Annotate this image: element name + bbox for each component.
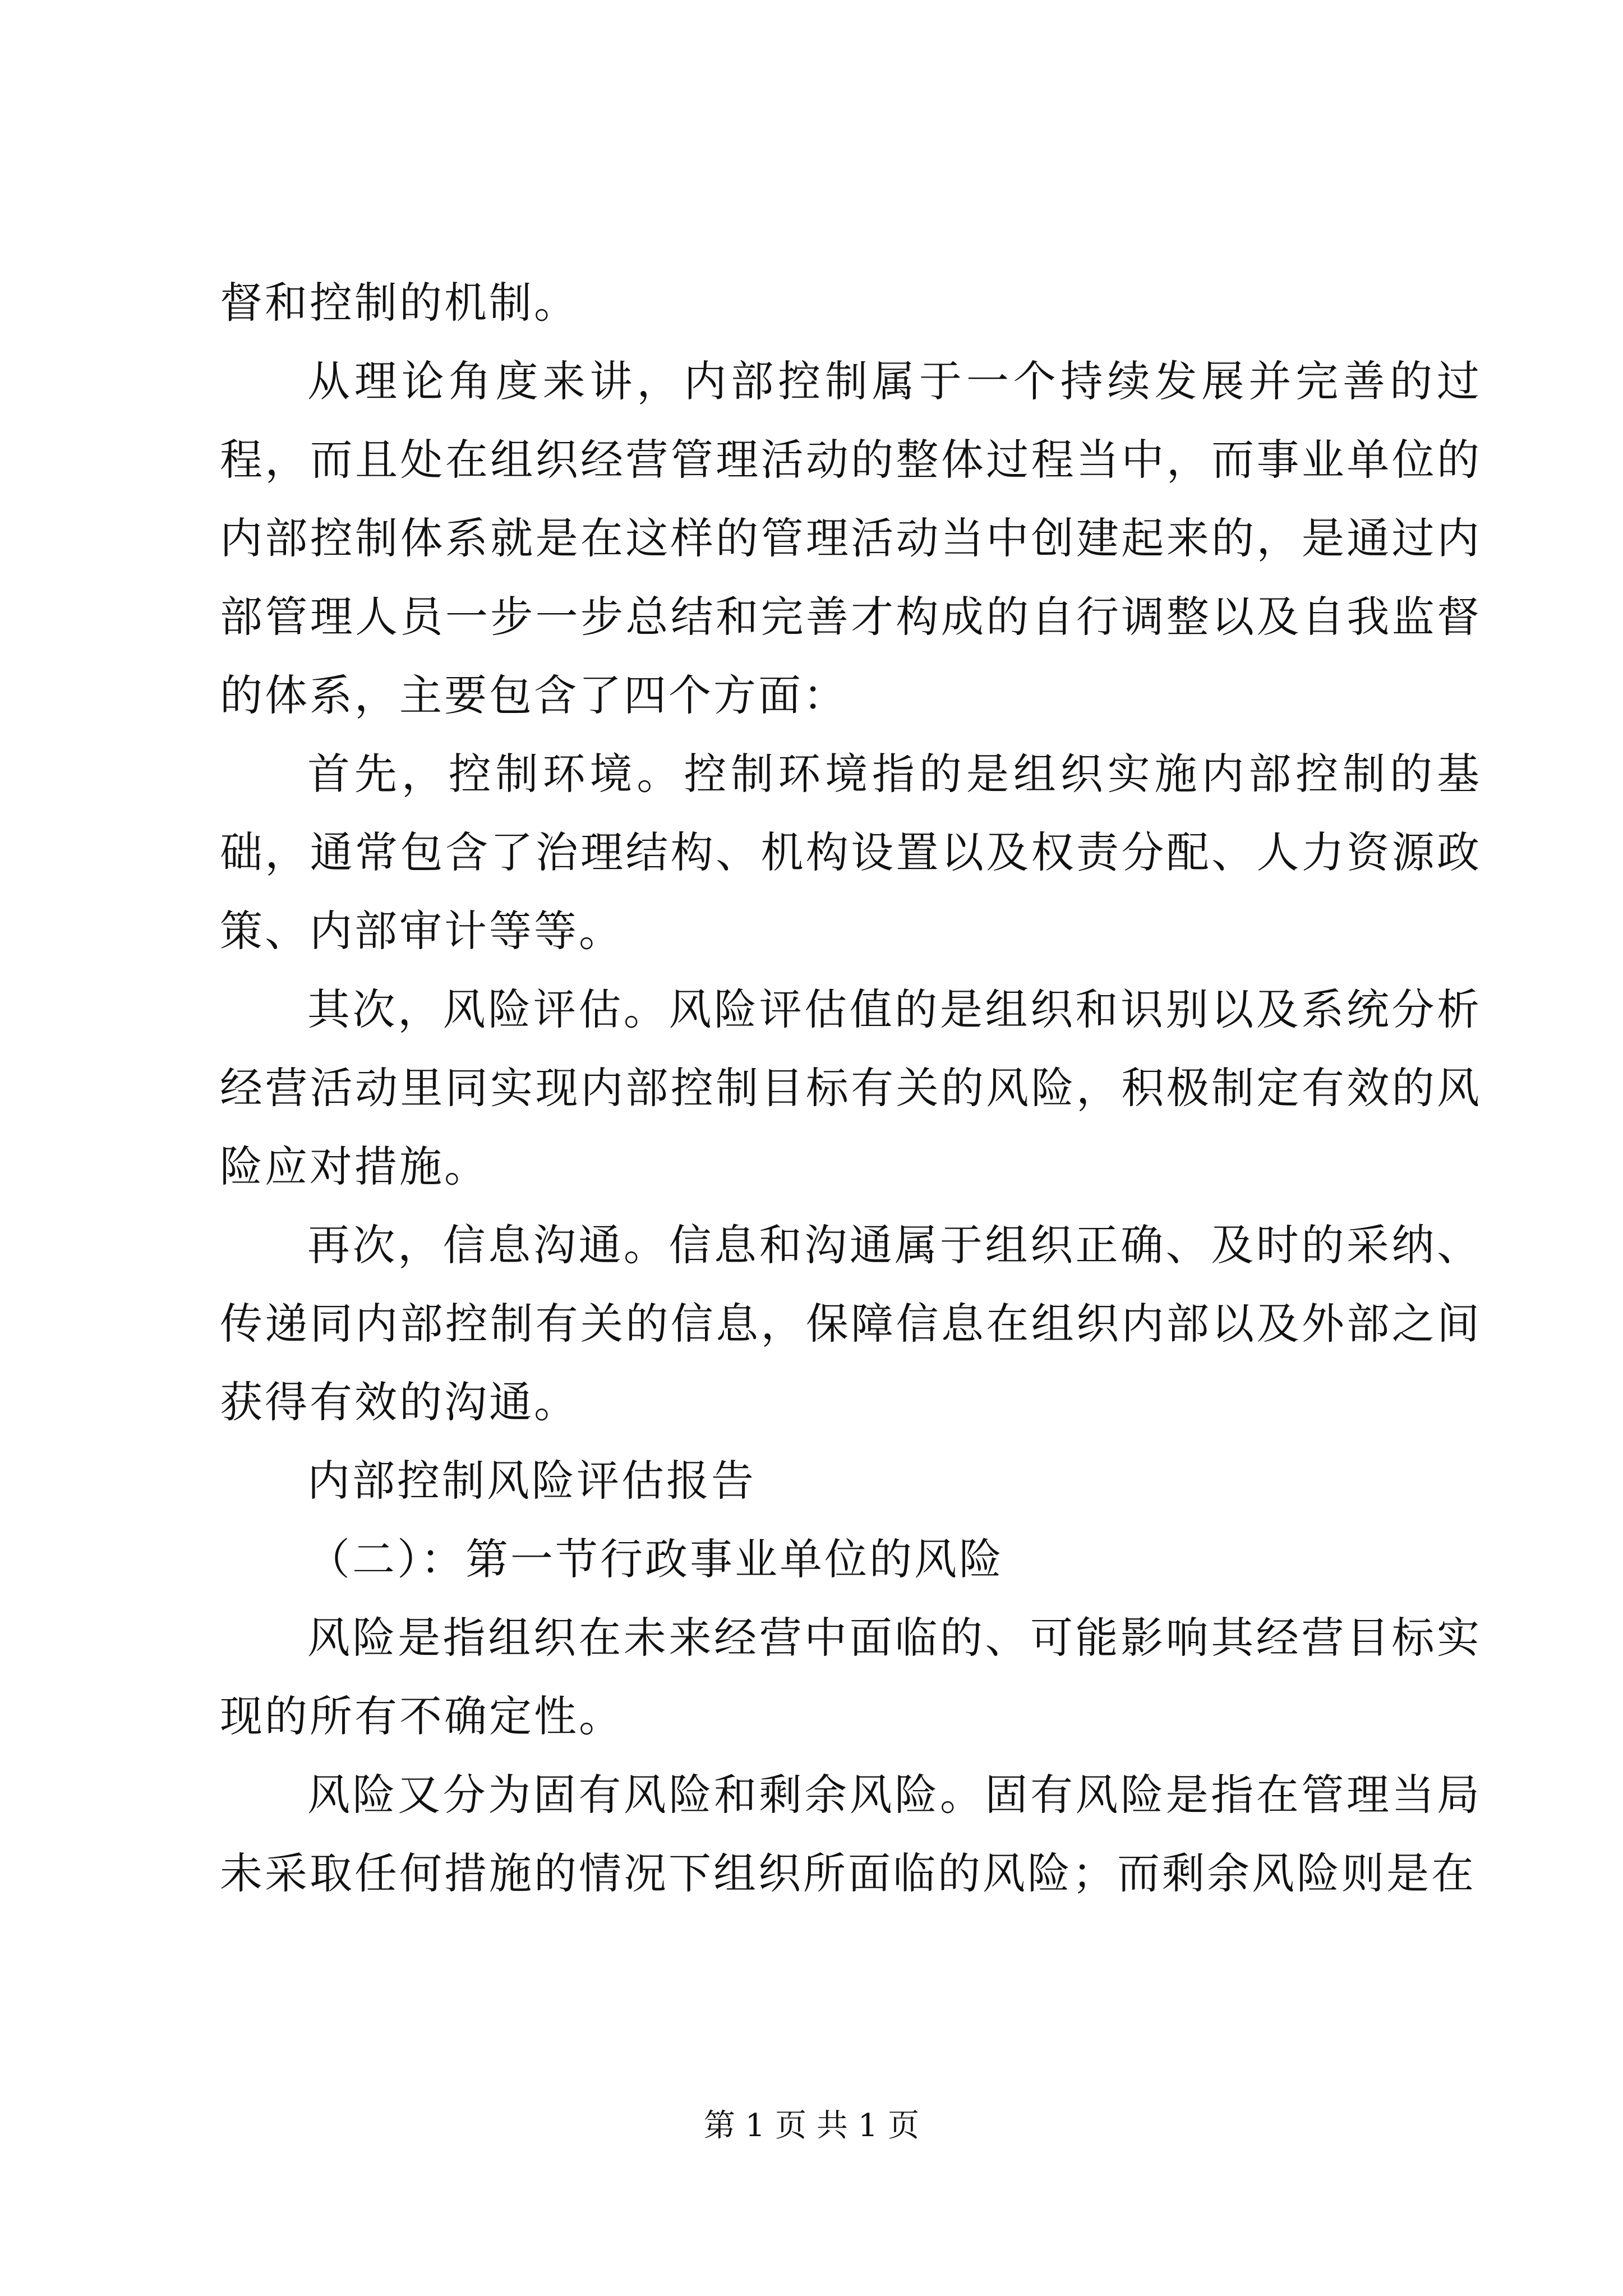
paragraph-7: 风险又分为固有风险和剩余风险。固有风险是指在管理当局未采取任何措施的情况下组织所面临的风险；而剩余风险则是在 <box>220 1770 1482 1898</box>
paragraph-2: 从理论角度来讲，内部控制属于一个持续发展并完善的过程，而且处在组织经营管理活动的整体过程当中，而事业单位的内部控制体系就是在这样的管理活动当中创建起来的，是通过内部管理人员一步一步总结和完善才构成的自行调整以及自我监督的体系，主要包含了四个方面： <box>220 356 1482 720</box>
page-footer: 第 1 页 共 1 页 <box>703 2108 920 2144</box>
paragraph-6: 风险是指组织在未来经营中面临的、可能影响其经营目标实现的所有不确定性。 <box>220 1613 1482 1741</box>
paragraph-1: 督和控制的机制。 <box>220 278 579 328</box>
paragraph-3: 首先，控制环境。控制环境指的是组织实施内部控制的基础，通常包含了治理结构、机构设置以及权责分配、人力资源政策、内部审计等等。 <box>220 749 1482 956</box>
section-heading-risk: （二）：第一节行政事业单位的风险 <box>307 1534 1004 1584</box>
paragraph-4: 其次，风险评估。风险评估值的是组织和识别以及系统分析经营活动里同实现内部控制目标有关的风险，积极制定有效的风险应对措施。 <box>220 984 1482 1191</box>
paragraph-5: 再次，信息沟通。信息和沟通属于组织正确、及时的采纳、传递同内部控制有关的信息，保障信息在组织内部以及外部之间获得有效的沟通。 <box>220 1220 1482 1427</box>
document-body <box>220 264 1482 1913</box>
section-heading-report: 内部控制风险评估报告 <box>307 1456 756 1506</box>
